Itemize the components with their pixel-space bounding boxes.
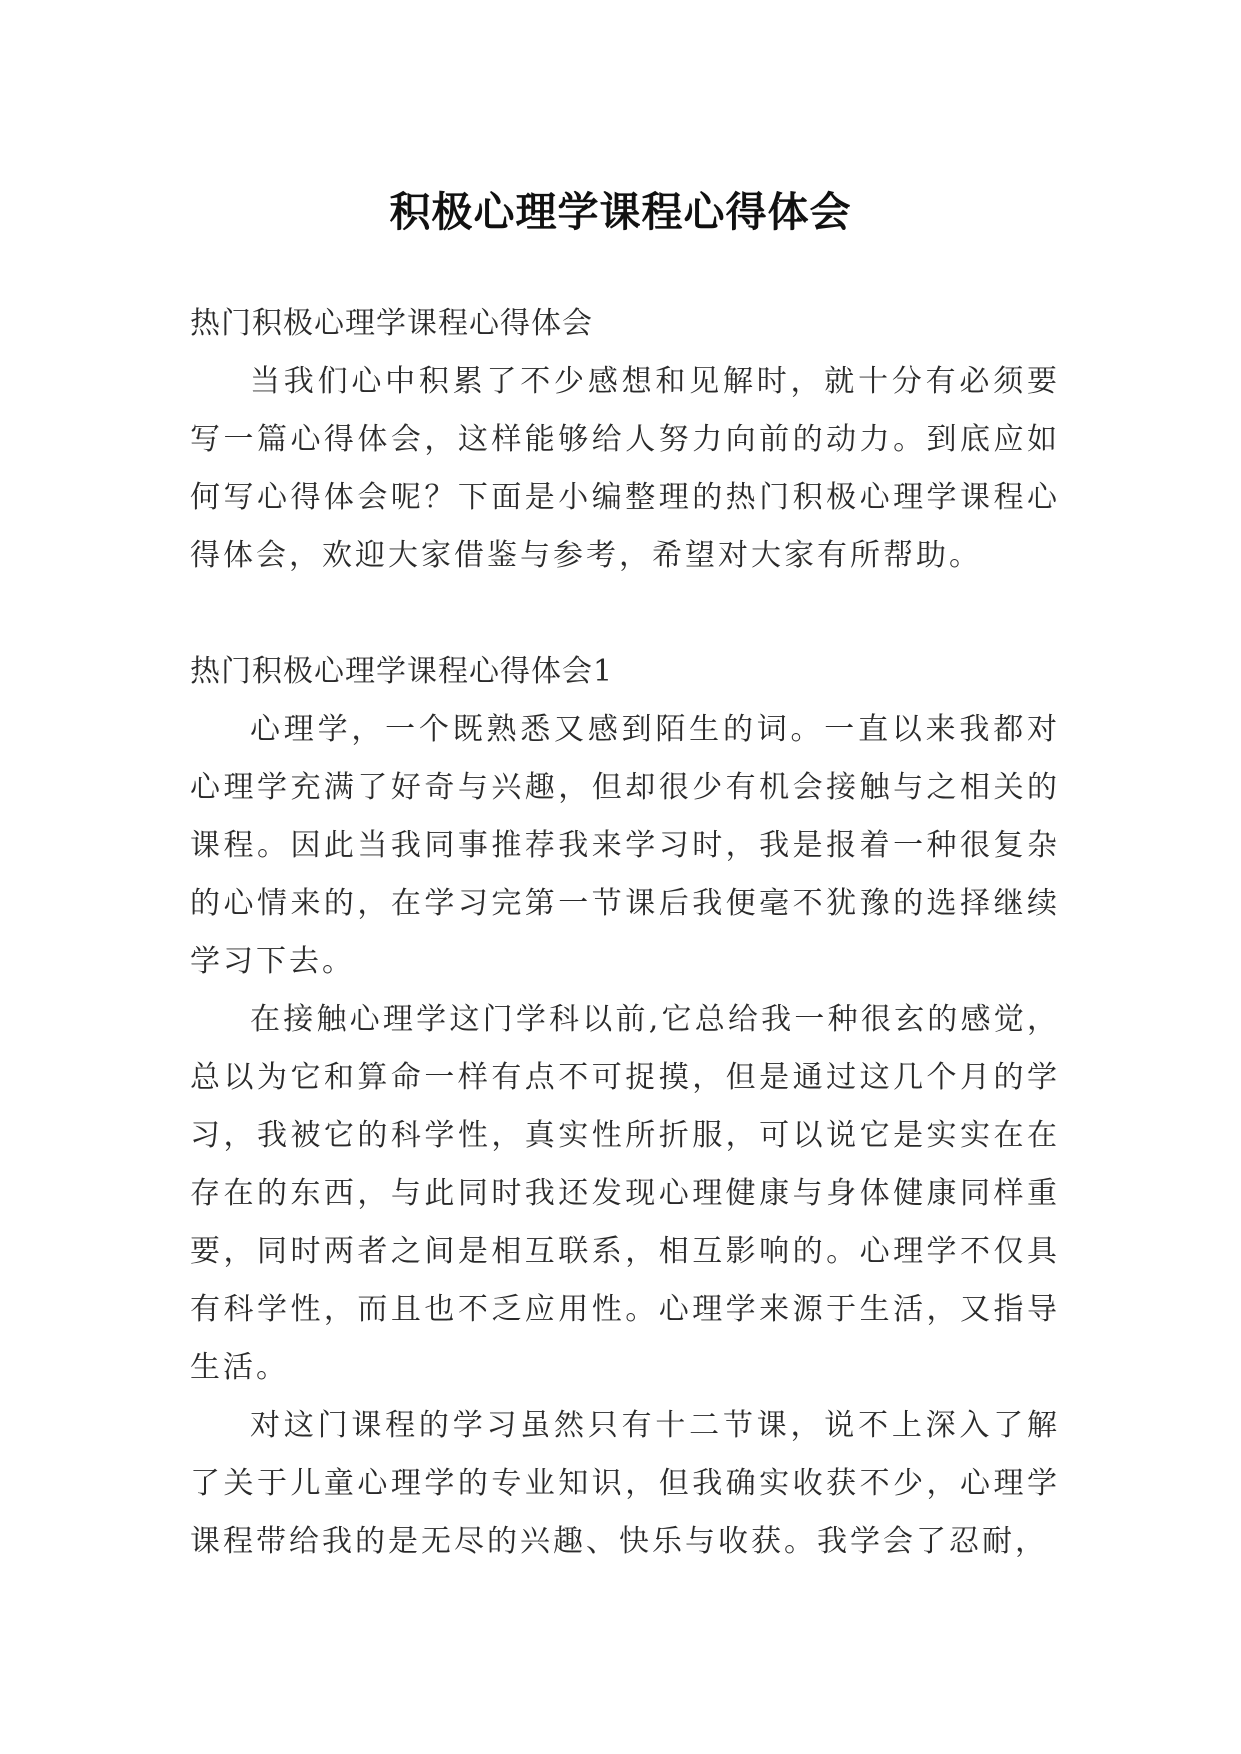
section-spacer xyxy=(190,585,1060,643)
section1-paragraph-3: 对这门课程的学习虽然只有十二节课，说不上深入了解了关于儿童心理学的专业知识，但我确实收获不少，心理学课程带给我的是无尽的兴趣、快乐与收获。我学会了忍耐， xyxy=(190,1408,1060,1559)
intro-paragraph: 当我们心中积累了不少感想和见解时，就十分有必须要写一篇心得体会，这样能够给人努力向前的动力。到底应如何写心得体会呢？下面是小编整理的热门积极心理学课程心得体会，欢迎大家借鉴与参考，希望对大家有所帮助。 xyxy=(190,364,1060,573)
section1-paragraph-1: 心理学，一个既熟悉又感到陌生的词。一直以来我都对心理学充满了好奇与兴趣，但却很少有机会接触与之相关的课程。因此当我同事推荐我来学习时，我是报着一种很复杂的心情来的，在学习完第一节课后我便毫不犹豫的选择继续学习下去。 xyxy=(190,712,1060,979)
document-title: 积极心理学课程心得体会 xyxy=(389,188,852,237)
section1-paragraph-2: 在接触心理学这门学科以前,它总给我一种很玄的感觉，总以为它和算命一样有点不可捉摸，但是通过这几个月的学习，我被它的科学性，真实性所折服，可以说它是实实在在存在的东西，与此同时我还发现心理健康与身体健康同样重要，同时两者之间是相互联系，相互影响的。心理学不仅具有科学性，而且也不乏应用性。心理学来源于生活，又指导生活。 xyxy=(190,1002,1060,1385)
section1-heading: 热门积极心理学课程心得体会1 xyxy=(190,654,614,689)
intro-heading: 热门积极心理学课程心得体会 xyxy=(190,306,593,341)
document-body xyxy=(190,295,1060,1571)
